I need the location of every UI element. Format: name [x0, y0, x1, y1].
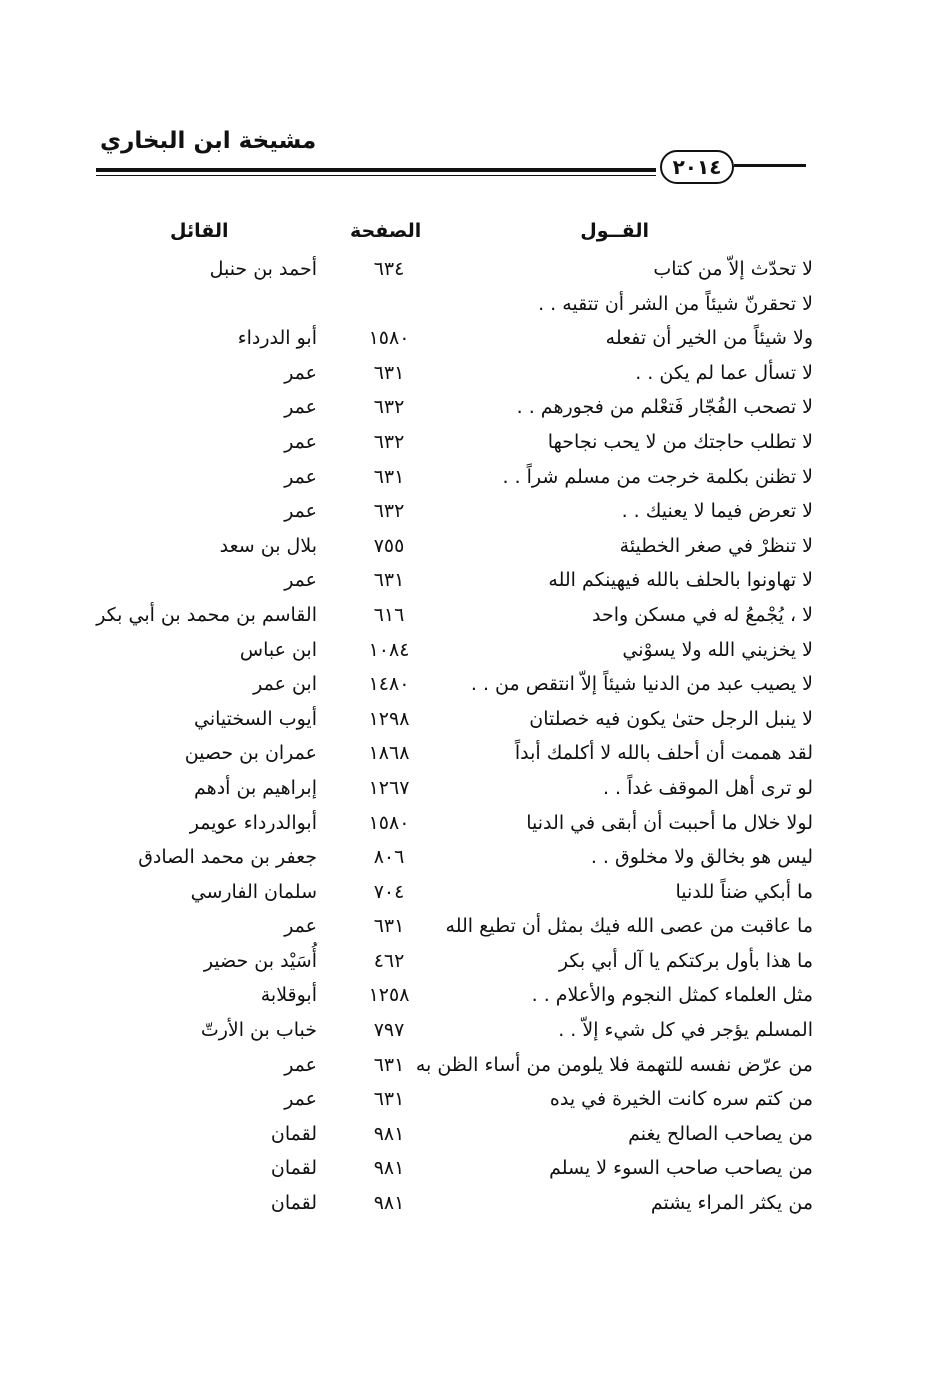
quote-cell: لا تنظرْ في صغر الخطيئة [619, 534, 813, 557]
speaker-cell: عمر [284, 465, 317, 488]
page-cell: ٧٠٤ [373, 880, 405, 903]
page-cell: ١٨٦٨ [368, 742, 410, 765]
table-row [0, 390, 949, 425]
speaker-cell: أيوب السختياني [194, 707, 317, 730]
quote-cell: من عرّض نفسه للتهمة فلا يلومن من أساء الظن به [415, 1053, 813, 1076]
page-cell: ٦٣١ [373, 915, 405, 938]
page-cell: ٦١٦ [373, 603, 405, 626]
quote-cell: ليس هو بخالق ولا مخلوق . . [590, 846, 813, 869]
page-cell: ٦٣١ [373, 361, 405, 384]
speaker-cell: أُسَيْد بن حضير [203, 949, 317, 972]
quote-cell: لولا خلال ما أحببت أن أبقى في الدنيا [526, 811, 813, 834]
speaker-cell: عمر [284, 430, 317, 453]
table-row [0, 667, 949, 702]
quote-cell: لو ترى أهل الموقف غداً . . [602, 776, 813, 799]
table-row [0, 736, 949, 771]
quote-cell: من كتم سره كانت الخيرة في يده [549, 1088, 813, 1111]
quote-cell: لا يصيب عبد من الدنيا شيئاً إلاّ انتقص من . . [470, 673, 813, 696]
quote-cell: المسلم يؤجر في كل شيء إلاّ . . [558, 1019, 813, 1042]
quote-cell: لا تحدّث إلاّ من كتاب [653, 258, 813, 280]
table-row [0, 1186, 949, 1221]
page-cell: ٦٣١ [373, 1088, 405, 1111]
table-row [0, 598, 949, 633]
page-cell: ١٥٨٠ [368, 327, 410, 350]
table-row [0, 1151, 949, 1186]
table-row [0, 460, 949, 495]
page-cell: ١٠٨٤ [368, 638, 410, 661]
page-cell: ١٢٥٨ [368, 984, 410, 1007]
speaker-cell: أحمد بن حنبل [209, 258, 317, 280]
column-header-speaker: القائل [170, 220, 229, 242]
column-headers [0, 220, 949, 250]
quote-cell: ما عاقبت من عصى الله فيك بمثل أن تطيع الله [445, 915, 813, 938]
speaker-cell: خباب بن الأرتّ [200, 1019, 317, 1042]
page-cell: ٦٣٢ [373, 430, 405, 453]
quote-cell: لا تهاونوا بالحلف بالله فيهينكم الله [548, 569, 813, 592]
column-header-page: الصفحة [350, 220, 422, 242]
index-table [0, 252, 949, 1221]
table-row [0, 321, 949, 356]
table-row [0, 875, 949, 910]
page-cell: ٧٥٥ [373, 534, 405, 557]
table-row [0, 1082, 949, 1117]
quote-cell: مثل العلماء كمثل النجوم والأعلام . . [531, 984, 813, 1007]
quote-cell: لا تظنن بكلمة خرجت من مسلم شراً . . [502, 465, 813, 488]
speaker-cell: عمران بن حصين [184, 742, 317, 765]
header-rule-right [734, 164, 806, 167]
page-number: ٢٠١٤ [660, 150, 734, 184]
table-row [0, 840, 949, 875]
page-cell: ١٥٨٠ [368, 811, 410, 834]
speaker-cell: عمر [284, 569, 317, 592]
speaker-cell: ابن عمر [253, 673, 317, 696]
quote-cell: لا تطلب حاجتك من لا يحب نجاحها [547, 430, 813, 453]
speaker-cell: لقمان [270, 1157, 317, 1180]
speaker-cell: جعفر بن محمد الصادق [138, 846, 317, 869]
quote-cell: لا تصحب الفُجّار فَتعْلم من فجورهم . . [516, 396, 813, 419]
book-title: مشيخة ابن البخاري [100, 128, 317, 154]
table-row [0, 1048, 949, 1083]
page-cell: ٦٣١ [373, 1053, 405, 1076]
quote-cell: لا تحقرنّ شيئاً من الشر أن تتقيه . . [538, 292, 813, 315]
quote-cell: من يكثر المراء يشتم [650, 1192, 813, 1215]
page-cell: ٩٨١ [373, 1122, 405, 1145]
table-row [0, 978, 949, 1013]
speaker-cell: عمر [284, 1053, 317, 1076]
table-row [0, 944, 949, 979]
speaker-cell: عمر [284, 396, 317, 419]
page-cell: ٧٩٧ [373, 1019, 405, 1042]
speaker-cell: ابن عباس [239, 638, 317, 661]
speaker-cell: عمر [284, 1088, 317, 1111]
table-row [0, 1013, 949, 1048]
quote-cell: لا يخزيني الله ولا يسوْني [622, 638, 813, 661]
page-cell: ٦٣٤ [373, 258, 405, 280]
table-row [0, 425, 949, 460]
page-cell: ٩٨١ [373, 1192, 405, 1215]
speaker-cell: القاسم بن محمد بن أبي بكر [96, 603, 317, 626]
quote-cell: لا تسأل عما لم يكن . . [635, 361, 813, 384]
quote-cell: من يصاحب الصالح يغنم [628, 1122, 813, 1145]
quote-cell: من يصاحب صاحب السوء لا يسلم [549, 1157, 813, 1180]
table-row [0, 633, 949, 668]
page-cell: ٤٦٢ [373, 949, 405, 972]
speaker-cell: لقمان [270, 1192, 317, 1215]
speaker-cell: لقمان [270, 1122, 317, 1145]
speaker-cell: إبراهيم بن أدهم [194, 776, 317, 799]
speaker-cell: أبوقلابة [260, 984, 317, 1007]
quote-cell: لقد هممت أن أحلف بالله لا أكلمك أبداً [514, 742, 813, 765]
quote-cell: ما هذا بأول بركتكم يا آل أبي بكر [558, 949, 813, 972]
speaker-cell: عمر [284, 361, 317, 384]
page-cell: ٩٨١ [373, 1157, 405, 1180]
quote-cell: لا ينبل الرجل حتىٰ يكون فيه خصلتان [529, 707, 813, 730]
speaker-cell: سلمان الفارسي [190, 880, 317, 903]
page-header [0, 0, 949, 200]
table-row [0, 494, 949, 529]
quote-cell: ما أبكي ضناً للدنيا [675, 880, 813, 903]
page-cell: ٨٠٦ [373, 846, 405, 869]
page-cell: ١٢٩٨ [368, 707, 410, 730]
header-rule [96, 168, 656, 172]
header-rule-thin [96, 175, 656, 176]
table-row [0, 252, 949, 287]
quote-cell: ولا شيئاً من الخير أن تفعله [605, 327, 813, 350]
page-cell: ٦٣٢ [373, 500, 405, 523]
page-cell: ١٤٨٠ [368, 673, 410, 696]
speaker-cell: بلال بن سعد [219, 534, 317, 557]
speaker-cell: أبو الدرداء [237, 327, 317, 350]
table-row [0, 1117, 949, 1152]
table-row [0, 529, 949, 564]
table-row [0, 287, 949, 322]
table-row [0, 702, 949, 737]
page-cell: ٦٣٢ [373, 396, 405, 419]
table-row [0, 771, 949, 806]
page-cell: ٦٣١ [373, 465, 405, 488]
quote-cell: لا ، يُجْمعُ له في مسكن واحد [591, 603, 813, 626]
page-cell: ١٢٦٧ [368, 776, 410, 799]
speaker-cell: عمر [284, 500, 317, 523]
table-row [0, 909, 949, 944]
speaker-cell: عمر [284, 915, 317, 938]
table-row [0, 356, 949, 391]
speaker-cell: أبوالدرداء عويمر [189, 811, 317, 834]
column-header-quote: القــول [580, 220, 649, 242]
table-row [0, 563, 949, 598]
quote-cell: لا تعرض فيما لا يعنيك . . [621, 500, 813, 523]
page-cell: ٦٣١ [373, 569, 405, 592]
table-row [0, 806, 949, 841]
